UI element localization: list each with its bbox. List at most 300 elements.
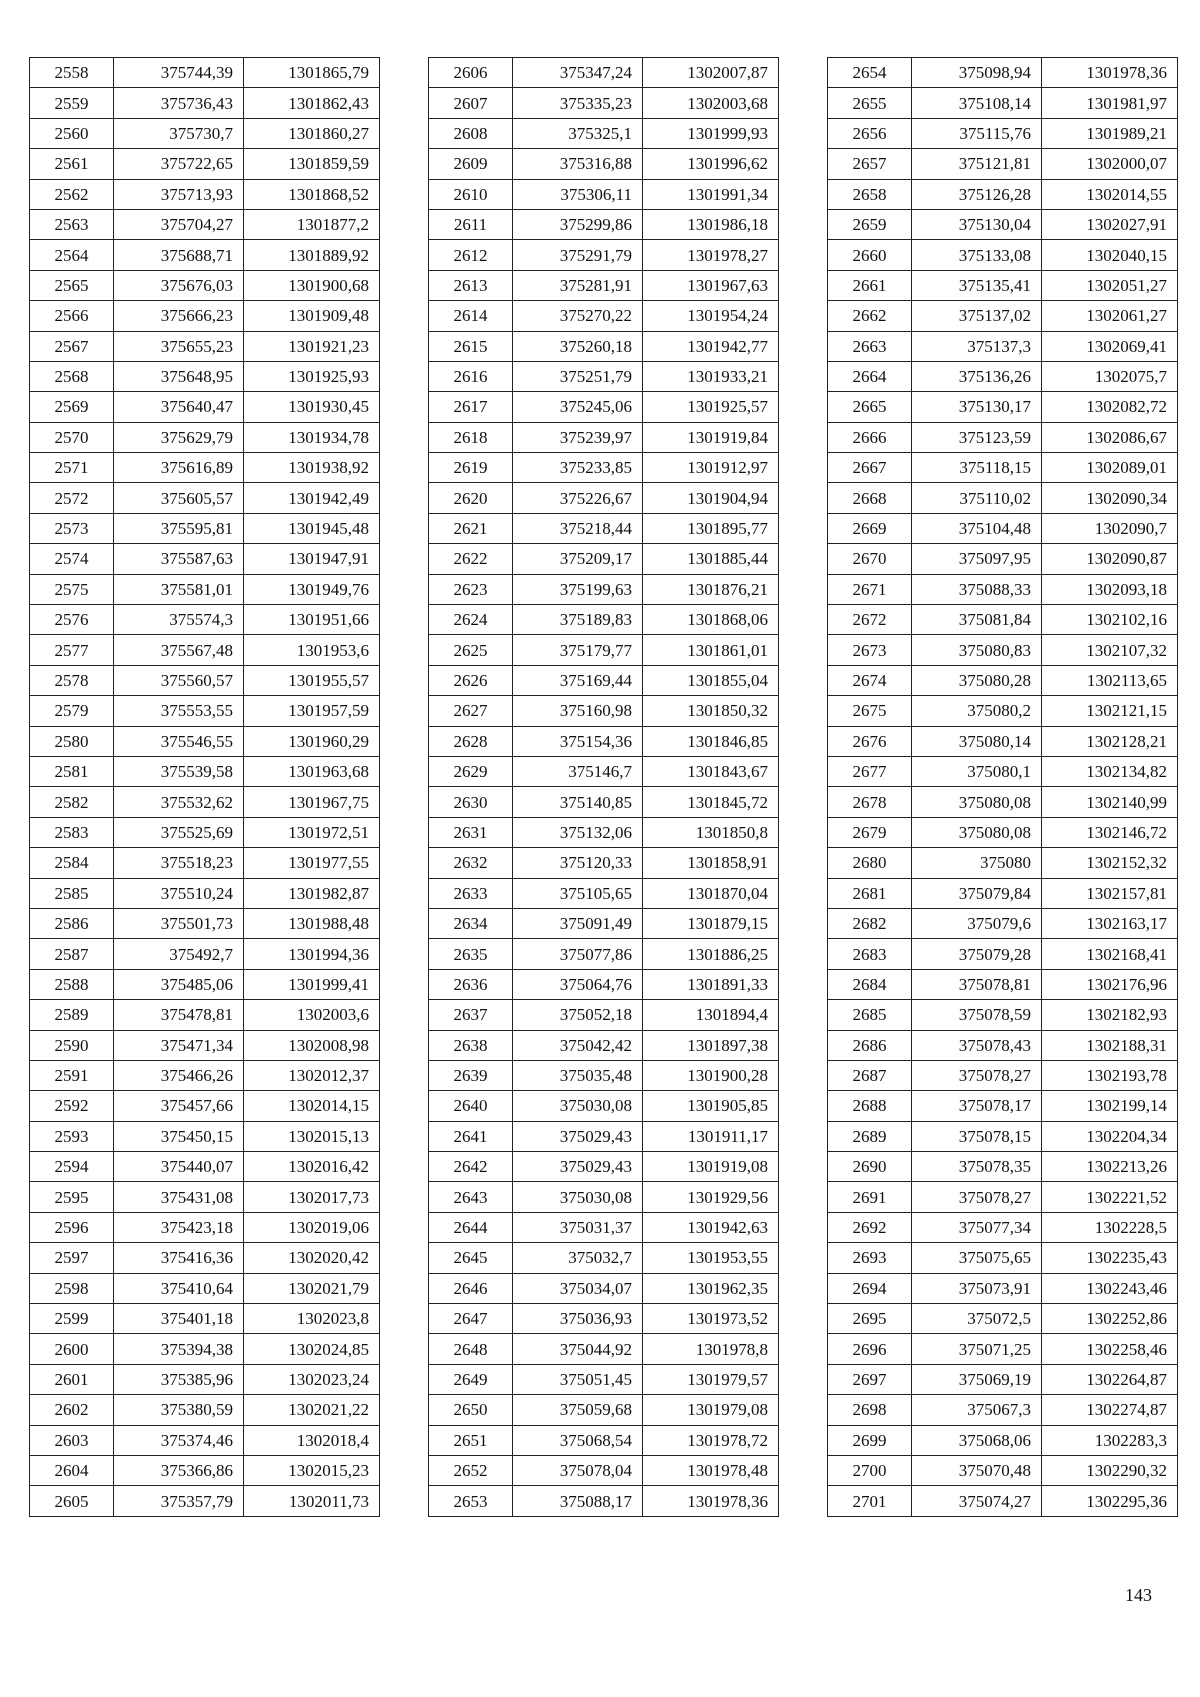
y-coordinate-cell: 1302069,41 [1042, 331, 1178, 361]
y-coordinate-cell: 1302102,16 [1042, 605, 1178, 635]
y-coordinate-cell: 1301859,59 [244, 149, 380, 179]
y-coordinate-cell: 1301953,55 [643, 1243, 779, 1273]
point-number-cell: 2624 [429, 605, 513, 635]
y-coordinate-cell: 1301988,48 [244, 908, 380, 938]
table-row [30, 1060, 380, 1090]
table-row [30, 149, 380, 179]
point-number-cell: 2615 [429, 331, 513, 361]
x-coordinate-cell: 375078,35 [912, 1152, 1042, 1182]
point-number-cell: 2567 [30, 331, 114, 361]
x-coordinate-cell: 375713,93 [114, 179, 244, 209]
y-coordinate-cell: 1301954,24 [643, 301, 779, 331]
x-coordinate-cell: 375518,23 [114, 848, 244, 878]
y-coordinate-cell: 1302176,96 [1042, 969, 1178, 999]
y-coordinate-cell: 1301938,92 [244, 453, 380, 483]
point-number-cell: 2696 [828, 1334, 912, 1364]
table-row [30, 1182, 380, 1212]
x-coordinate-cell: 375532,62 [114, 787, 244, 817]
table-row [30, 574, 380, 604]
y-coordinate-cell: 1302274,87 [1042, 1395, 1178, 1425]
table-row [429, 605, 779, 635]
x-coordinate-cell: 375347,24 [513, 58, 643, 88]
x-coordinate-cell: 375064,76 [513, 969, 643, 999]
y-coordinate-cell: 1302140,99 [1042, 787, 1178, 817]
table-row [828, 392, 1178, 422]
table-row [429, 1152, 779, 1182]
y-coordinate-cell: 1301925,93 [244, 361, 380, 391]
y-coordinate-cell: 1301862,43 [244, 88, 380, 118]
y-coordinate-cell: 1302113,65 [1042, 665, 1178, 695]
table-row [30, 270, 380, 300]
point-number-cell: 2656 [828, 118, 912, 148]
x-coordinate-cell: 375245,06 [513, 392, 643, 422]
table-row [30, 361, 380, 391]
point-number-cell: 2621 [429, 513, 513, 543]
x-coordinate-cell: 375510,24 [114, 878, 244, 908]
point-number-cell: 2584 [30, 848, 114, 878]
point-number-cell: 2589 [30, 1000, 114, 1030]
y-coordinate-cell: 1301960,29 [244, 726, 380, 756]
point-number-cell: 2640 [429, 1091, 513, 1121]
y-coordinate-cell: 1301942,77 [643, 331, 779, 361]
x-coordinate-cell: 375366,86 [114, 1455, 244, 1485]
table-row [828, 209, 1178, 239]
y-coordinate-cell: 1301978,8 [643, 1334, 779, 1364]
point-number-cell: 2630 [429, 787, 513, 817]
x-coordinate-cell: 375730,7 [114, 118, 244, 148]
table-row [429, 270, 779, 300]
x-coordinate-cell: 375218,44 [513, 513, 643, 543]
y-coordinate-cell: 1302021,79 [244, 1273, 380, 1303]
point-number-cell: 2564 [30, 240, 114, 270]
x-coordinate-cell: 375136,26 [912, 361, 1042, 391]
y-coordinate-cell: 1301850,8 [643, 817, 779, 847]
point-number-cell: 2561 [30, 149, 114, 179]
table-row [828, 88, 1178, 118]
x-coordinate-cell: 375036,93 [513, 1304, 643, 1334]
y-coordinate-cell: 1302121,15 [1042, 696, 1178, 726]
x-coordinate-cell: 375478,81 [114, 1000, 244, 1030]
table-row [429, 301, 779, 331]
table-row [828, 544, 1178, 574]
table-row [429, 1000, 779, 1030]
table-row [828, 1121, 1178, 1151]
point-number-cell: 2701 [828, 1486, 912, 1516]
table-row [429, 1304, 779, 1334]
table-row [828, 1030, 1178, 1060]
y-coordinate-cell: 1301991,34 [643, 179, 779, 209]
point-number-cell: 2598 [30, 1273, 114, 1303]
table-row [30, 544, 380, 574]
y-coordinate-cell: 1302021,22 [244, 1395, 380, 1425]
point-number-cell: 2579 [30, 696, 114, 726]
table-row [30, 1364, 380, 1394]
x-coordinate-cell: 375423,18 [114, 1212, 244, 1242]
y-coordinate-cell: 1301900,28 [643, 1060, 779, 1090]
point-number-cell: 2608 [429, 118, 513, 148]
point-number-cell: 2661 [828, 270, 912, 300]
x-coordinate-cell: 375120,33 [513, 848, 643, 878]
point-number-cell: 2643 [429, 1182, 513, 1212]
table-row [429, 361, 779, 391]
table-row [828, 574, 1178, 604]
y-coordinate-cell: 1301962,35 [643, 1273, 779, 1303]
x-coordinate-cell: 375616,89 [114, 453, 244, 483]
x-coordinate-cell: 375118,15 [912, 453, 1042, 483]
y-coordinate-cell: 1302023,8 [244, 1304, 380, 1334]
table-row [429, 179, 779, 209]
point-number-cell: 2651 [429, 1425, 513, 1455]
x-coordinate-cell: 375072,5 [912, 1304, 1042, 1334]
table-row [429, 149, 779, 179]
table-row [429, 787, 779, 817]
table-row [30, 878, 380, 908]
x-coordinate-cell: 375126,28 [912, 179, 1042, 209]
y-coordinate-cell: 1301870,04 [643, 878, 779, 908]
point-number-cell: 2634 [429, 908, 513, 938]
point-number-cell: 2684 [828, 969, 912, 999]
x-coordinate-cell: 375069,19 [912, 1364, 1042, 1394]
y-coordinate-cell: 1302015,13 [244, 1121, 380, 1151]
y-coordinate-cell: 1302017,73 [244, 1182, 380, 1212]
x-coordinate-cell: 375553,55 [114, 696, 244, 726]
point-number-cell: 2562 [30, 179, 114, 209]
x-coordinate-cell: 375070,48 [912, 1455, 1042, 1485]
y-coordinate-cell: 1301889,92 [244, 240, 380, 270]
table-row [429, 756, 779, 786]
point-number-cell: 2627 [429, 696, 513, 726]
point-number-cell: 2620 [429, 483, 513, 513]
x-coordinate-cell: 375130,04 [912, 209, 1042, 239]
y-coordinate-cell: 1302235,43 [1042, 1243, 1178, 1273]
y-coordinate-cell: 1301861,01 [643, 635, 779, 665]
x-coordinate-cell: 375091,49 [513, 908, 643, 938]
table-row [30, 240, 380, 270]
table-row [429, 58, 779, 88]
point-number-cell: 2685 [828, 1000, 912, 1030]
point-number-cell: 2611 [429, 209, 513, 239]
point-number-cell: 2681 [828, 878, 912, 908]
table-row [828, 726, 1178, 756]
y-coordinate-cell: 1301886,25 [643, 939, 779, 969]
x-coordinate-cell: 375035,48 [513, 1060, 643, 1090]
x-coordinate-cell: 375029,43 [513, 1152, 643, 1182]
y-coordinate-cell: 1301978,27 [643, 240, 779, 270]
x-coordinate-cell: 375146,7 [513, 756, 643, 786]
x-coordinate-cell: 375189,83 [513, 605, 643, 635]
x-coordinate-cell: 375078,43 [912, 1030, 1042, 1060]
x-coordinate-cell: 375629,79 [114, 422, 244, 452]
table-row [429, 1243, 779, 1273]
table-row [429, 240, 779, 270]
point-number-cell: 2642 [429, 1152, 513, 1182]
x-coordinate-cell: 375080,28 [912, 665, 1042, 695]
point-number-cell: 2604 [30, 1455, 114, 1485]
table-row [429, 1486, 779, 1516]
point-number-cell: 2601 [30, 1364, 114, 1394]
table-row [30, 605, 380, 635]
point-number-cell: 2682 [828, 908, 912, 938]
table-row [30, 88, 380, 118]
table-row [30, 331, 380, 361]
point-number-cell: 2603 [30, 1425, 114, 1455]
x-coordinate-cell: 375079,84 [912, 878, 1042, 908]
y-coordinate-cell: 1301999,93 [643, 118, 779, 148]
x-coordinate-cell: 375088,17 [513, 1486, 643, 1516]
y-coordinate-cell: 1302093,18 [1042, 574, 1178, 604]
x-coordinate-cell: 375123,59 [912, 422, 1042, 452]
point-number-cell: 2571 [30, 453, 114, 483]
point-number-cell: 2590 [30, 1030, 114, 1060]
point-number-cell: 2606 [429, 58, 513, 88]
y-coordinate-cell: 1301999,41 [244, 969, 380, 999]
table-row [30, 209, 380, 239]
table-row [828, 1243, 1178, 1273]
x-coordinate-cell: 375466,26 [114, 1060, 244, 1090]
x-coordinate-cell: 375416,36 [114, 1243, 244, 1273]
point-number-cell: 2588 [30, 969, 114, 999]
point-number-cell: 2647 [429, 1304, 513, 1334]
point-number-cell: 2591 [30, 1060, 114, 1090]
point-number-cell: 2609 [429, 149, 513, 179]
point-number-cell: 2680 [828, 848, 912, 878]
y-coordinate-cell: 1301900,68 [244, 270, 380, 300]
y-coordinate-cell: 1302015,23 [244, 1455, 380, 1485]
x-coordinate-cell: 375080,83 [912, 635, 1042, 665]
point-number-cell: 2668 [828, 483, 912, 513]
point-number-cell: 2587 [30, 939, 114, 969]
table-row [429, 635, 779, 665]
x-coordinate-cell: 375121,81 [912, 149, 1042, 179]
x-coordinate-cell: 375132,06 [513, 817, 643, 847]
table-row [30, 1152, 380, 1182]
x-coordinate-cell: 375079,6 [912, 908, 1042, 938]
point-number-cell: 2563 [30, 209, 114, 239]
point-number-cell: 2582 [30, 787, 114, 817]
table-row [429, 696, 779, 726]
table-row [30, 179, 380, 209]
y-coordinate-cell: 1302082,72 [1042, 392, 1178, 422]
x-coordinate-cell: 375431,08 [114, 1182, 244, 1212]
point-number-cell: 2646 [429, 1273, 513, 1303]
table-row [828, 301, 1178, 331]
y-coordinate-cell: 1301934,78 [244, 422, 380, 452]
y-coordinate-cell: 1302128,21 [1042, 726, 1178, 756]
table-row [429, 1334, 779, 1364]
point-number-cell: 2623 [429, 574, 513, 604]
table-row [30, 301, 380, 331]
point-number-cell: 2671 [828, 574, 912, 604]
y-coordinate-cell: 1301919,08 [643, 1152, 779, 1182]
point-number-cell: 2641 [429, 1121, 513, 1151]
x-coordinate-cell: 375074,27 [912, 1486, 1042, 1516]
point-number-cell: 2618 [429, 422, 513, 452]
table-row [828, 149, 1178, 179]
table-row [429, 209, 779, 239]
y-coordinate-cell: 1301860,27 [244, 118, 380, 148]
y-coordinate-cell: 1302003,68 [643, 88, 779, 118]
x-coordinate-cell: 375059,68 [513, 1395, 643, 1425]
y-coordinate-cell: 1301921,23 [244, 331, 380, 361]
coordinate-table-2 [428, 57, 779, 1517]
point-number-cell: 2700 [828, 1455, 912, 1485]
table-row [828, 118, 1178, 148]
x-coordinate-cell: 375676,03 [114, 270, 244, 300]
y-coordinate-cell: 1301929,56 [643, 1182, 779, 1212]
y-coordinate-cell: 1301977,55 [244, 848, 380, 878]
y-coordinate-cell: 1302152,32 [1042, 848, 1178, 878]
point-number-cell: 2660 [828, 240, 912, 270]
point-number-cell: 2631 [429, 817, 513, 847]
table-row [429, 1121, 779, 1151]
point-number-cell: 2583 [30, 817, 114, 847]
table-row [828, 878, 1178, 908]
x-coordinate-cell: 375068,54 [513, 1425, 643, 1455]
point-number-cell: 2558 [30, 58, 114, 88]
y-coordinate-cell: 1302089,01 [1042, 453, 1178, 483]
y-coordinate-cell: 1301865,79 [244, 58, 380, 88]
x-coordinate-cell: 375169,44 [513, 665, 643, 695]
point-number-cell: 2699 [828, 1425, 912, 1455]
y-coordinate-cell: 1302075,7 [1042, 361, 1178, 391]
y-coordinate-cell: 1301894,4 [643, 1000, 779, 1030]
point-number-cell: 2670 [828, 544, 912, 574]
point-number-cell: 2644 [429, 1212, 513, 1242]
table-row [828, 1182, 1178, 1212]
table-row [30, 939, 380, 969]
point-number-cell: 2613 [429, 270, 513, 300]
point-number-cell: 2690 [828, 1152, 912, 1182]
y-coordinate-cell: 1302243,46 [1042, 1273, 1178, 1303]
point-number-cell: 2686 [828, 1030, 912, 1060]
table-row [30, 1212, 380, 1242]
point-number-cell: 2663 [828, 331, 912, 361]
point-number-cell: 2688 [828, 1091, 912, 1121]
y-coordinate-cell: 1301868,06 [643, 605, 779, 635]
y-coordinate-cell: 1301891,33 [643, 969, 779, 999]
point-number-cell: 2612 [429, 240, 513, 270]
point-number-cell: 2676 [828, 726, 912, 756]
x-coordinate-cell: 375110,02 [912, 483, 1042, 513]
y-coordinate-cell: 1302090,87 [1042, 544, 1178, 574]
x-coordinate-cell: 375080 [912, 848, 1042, 878]
point-number-cell: 2581 [30, 756, 114, 786]
table-row [30, 118, 380, 148]
x-coordinate-cell: 375044,92 [513, 1334, 643, 1364]
y-coordinate-cell: 1301855,04 [643, 665, 779, 695]
table-row [30, 969, 380, 999]
point-number-cell: 2645 [429, 1243, 513, 1273]
x-coordinate-cell: 375357,79 [114, 1486, 244, 1516]
x-coordinate-cell: 375640,47 [114, 392, 244, 422]
x-coordinate-cell: 375648,95 [114, 361, 244, 391]
x-coordinate-cell: 375078,17 [912, 1091, 1042, 1121]
x-coordinate-cell: 375471,34 [114, 1030, 244, 1060]
point-number-cell: 2566 [30, 301, 114, 331]
x-coordinate-cell: 375450,15 [114, 1121, 244, 1151]
x-coordinate-cell: 375457,66 [114, 1091, 244, 1121]
table-row [828, 605, 1178, 635]
y-coordinate-cell: 1301905,85 [643, 1091, 779, 1121]
x-coordinate-cell: 375581,01 [114, 574, 244, 604]
y-coordinate-cell: 1302295,36 [1042, 1486, 1178, 1516]
table-row [828, 1486, 1178, 1516]
table-row [30, 1455, 380, 1485]
point-number-cell: 2683 [828, 939, 912, 969]
table-row [429, 1060, 779, 1090]
point-number-cell: 2622 [429, 544, 513, 574]
y-coordinate-cell: 1302024,85 [244, 1334, 380, 1364]
point-number-cell: 2565 [30, 270, 114, 300]
y-coordinate-cell: 1302182,93 [1042, 1000, 1178, 1030]
y-coordinate-cell: 1302090,34 [1042, 483, 1178, 513]
x-coordinate-cell: 375130,17 [912, 392, 1042, 422]
table-row [429, 726, 779, 756]
x-coordinate-cell: 375030,08 [513, 1091, 643, 1121]
y-coordinate-cell: 1302014,55 [1042, 179, 1178, 209]
y-coordinate-cell: 1302012,37 [244, 1060, 380, 1090]
point-number-cell: 2577 [30, 635, 114, 665]
table-row [828, 939, 1178, 969]
point-number-cell: 2657 [828, 149, 912, 179]
x-coordinate-cell: 375226,67 [513, 483, 643, 513]
table-row [429, 908, 779, 938]
point-number-cell: 2607 [429, 88, 513, 118]
x-coordinate-cell: 375666,23 [114, 301, 244, 331]
table-row [429, 88, 779, 118]
x-coordinate-cell: 375108,14 [912, 88, 1042, 118]
point-number-cell: 2636 [429, 969, 513, 999]
y-coordinate-cell: 1301945,48 [244, 513, 380, 543]
x-coordinate-cell: 375140,85 [513, 787, 643, 817]
x-coordinate-cell: 375380,59 [114, 1395, 244, 1425]
point-number-cell: 2573 [30, 513, 114, 543]
x-coordinate-cell: 375209,17 [513, 544, 643, 574]
table-row [429, 1425, 779, 1455]
y-coordinate-cell: 1302134,82 [1042, 756, 1178, 786]
y-coordinate-cell: 1301955,57 [244, 665, 380, 695]
table-row [429, 331, 779, 361]
x-coordinate-cell: 375291,79 [513, 240, 643, 270]
y-coordinate-cell: 1302252,86 [1042, 1304, 1178, 1334]
y-coordinate-cell: 1302020,42 [244, 1243, 380, 1273]
table-row [30, 1091, 380, 1121]
y-coordinate-cell: 1301972,51 [244, 817, 380, 847]
x-coordinate-cell: 375560,57 [114, 665, 244, 695]
table-row [429, 392, 779, 422]
coordinate-table-3 [827, 57, 1178, 1517]
y-coordinate-cell: 1301957,59 [244, 696, 380, 726]
point-number-cell: 2614 [429, 301, 513, 331]
x-coordinate-cell: 375104,48 [912, 513, 1042, 543]
table-row [828, 696, 1178, 726]
x-coordinate-cell: 375567,48 [114, 635, 244, 665]
x-coordinate-cell: 375078,81 [912, 969, 1042, 999]
y-coordinate-cell: 1301879,15 [643, 908, 779, 938]
x-coordinate-cell: 375587,63 [114, 544, 244, 574]
point-number-cell: 2569 [30, 392, 114, 422]
x-coordinate-cell: 375078,59 [912, 1000, 1042, 1030]
point-number-cell: 2599 [30, 1304, 114, 1334]
x-coordinate-cell: 375098,94 [912, 58, 1042, 88]
table-row [30, 787, 380, 817]
x-coordinate-cell: 375485,06 [114, 969, 244, 999]
table-row [30, 696, 380, 726]
x-coordinate-cell: 375688,71 [114, 240, 244, 270]
point-number-cell: 2648 [429, 1334, 513, 1364]
table-row [429, 969, 779, 999]
table-row [429, 939, 779, 969]
